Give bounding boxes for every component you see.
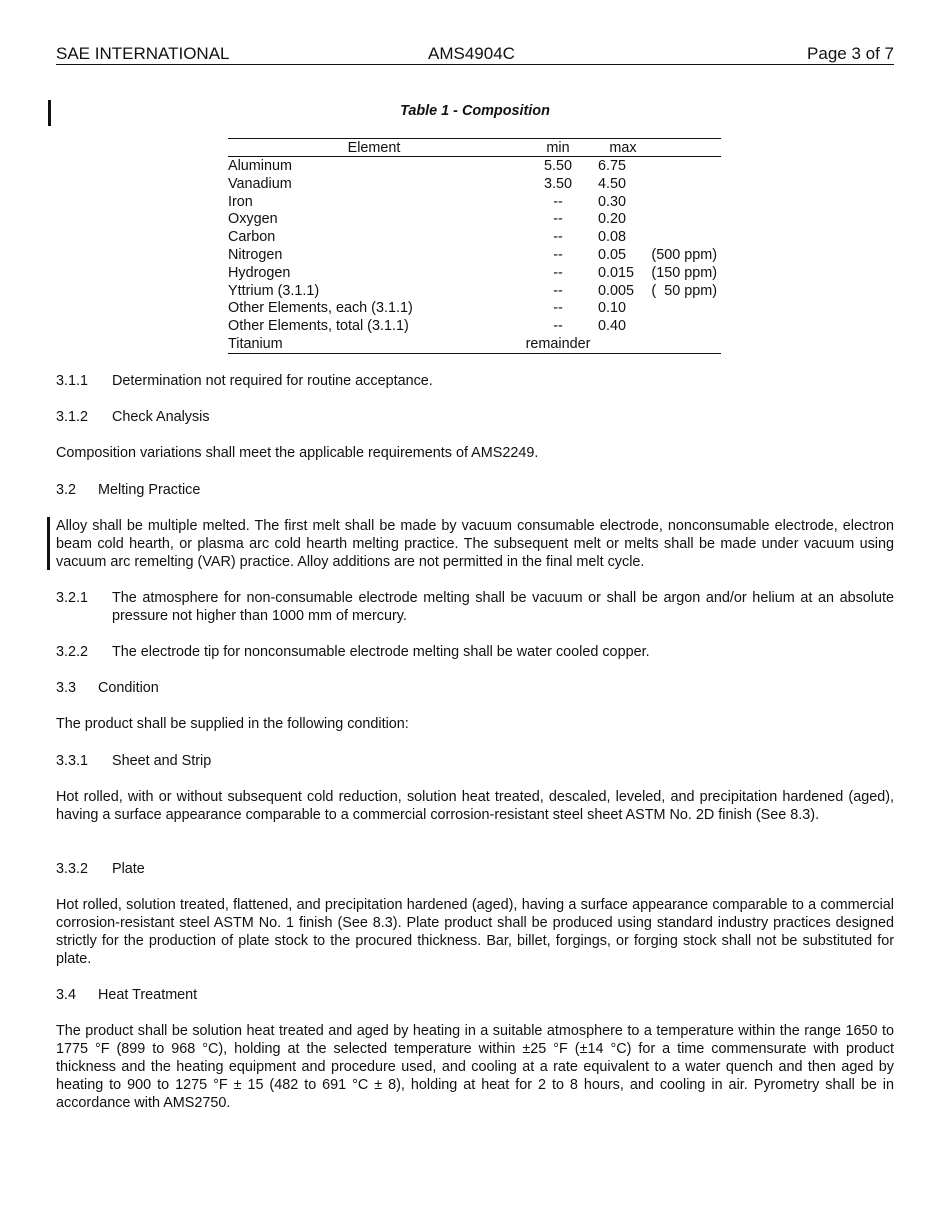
section-number: 3.2 — [56, 482, 77, 498]
cell-min: -- — [553, 211, 563, 228]
section-title: Plate — [112, 861, 145, 877]
section-text: Determination not required for routine acceptance. — [112, 373, 433, 389]
cell-element: Aluminum — [228, 158, 292, 174]
section-title: Heat Treatment — [98, 987, 198, 1003]
cell-ppm-note: (150 ppm) — [651, 264, 717, 281]
section-title: Condition — [98, 680, 159, 696]
header-document-id: AMS4904C — [428, 44, 515, 63]
section-3-1-1 — [56, 372, 433, 390]
section-3-3-body: The product shall be supplied in the following condition: — [56, 716, 409, 732]
cell-min: remainder — [525, 335, 591, 352]
cell-element: Carbon — [228, 229, 276, 246]
section-number: 3.3.1 — [56, 753, 89, 769]
table-row — [228, 282, 721, 300]
section-3-3-1-heading — [56, 752, 212, 770]
cell-max: 0.05 — [598, 246, 627, 263]
section-number: 3.3.2 — [56, 861, 89, 877]
cell-min: 5.50 — [543, 158, 572, 174]
cell-max: 0.10 — [598, 300, 627, 317]
cell-min: -- — [553, 282, 563, 299]
header-organization: SAE INTERNATIONAL — [56, 44, 230, 63]
cell-max: 0.20 — [598, 211, 627, 228]
cell-element: Titanium — [228, 335, 283, 352]
table-row — [228, 210, 721, 228]
revision-change-bar — [47, 517, 50, 570]
cell-max: 6.75 — [598, 158, 627, 174]
section-3-4-body: The product shall be solution heat treated and aged by heating in a suitable atmosphere to a temperature within the range 1650 to 1775 °F (899 to 968 °C), holding at the selected temperature within ±25 °F (±14 °C) for a time commensurate with product thickness and the heating equipment and procedure used, and cooling at a rate equivalent to a water quench and then aged by heating to 900 to 1275 °F ± 15 (482 to 691 °C ± 8), holding at heat for 2 to 8 hours, and cooling in air. Pyrometry shall be in accordance with AMS2750. — [56, 1023, 894, 1111]
cell-min: -- — [553, 246, 563, 263]
section-title: Sheet and Strip — [112, 753, 212, 769]
column-header-element: Element — [347, 140, 401, 156]
table-row — [228, 193, 721, 211]
section-number: 3.2.2 — [56, 644, 89, 660]
section-3-2-1 — [56, 589, 894, 625]
section-title: Check Analysis — [112, 409, 210, 425]
section-3-1-2-body: Composition variations shall meet the applicable requirements of AMS2249. — [56, 445, 539, 461]
cell-element: Other Elements, each (3.1.1) — [228, 300, 413, 317]
section-3-3-2-heading — [56, 860, 145, 878]
cell-min: -- — [553, 300, 563, 317]
cell-min: -- — [553, 264, 563, 281]
table-header-row — [228, 139, 721, 157]
section-3-2-heading — [56, 481, 201, 499]
section-3-3-heading — [56, 679, 159, 697]
table-row — [228, 228, 721, 246]
cell-element: Vanadium — [228, 175, 292, 192]
cell-max: 0.005 — [598, 282, 635, 299]
section-3-2-body: Alloy shall be multiple melted. The first melt shall be made by vacuum consumable electrode, nonconsumable electrode, electron beam cold hearth, or plasma arc cold hearth melting practice. The subsequent melt or melts shall be made under vacuum using vacuum arc remelting (VAR) practice. Alloy additions are not permitted in the final melt cycle. — [56, 518, 894, 570]
section-3-1-2-heading — [56, 408, 210, 426]
section-title: Melting Practice — [98, 482, 201, 498]
table-row — [228, 317, 721, 335]
table-row — [228, 175, 721, 193]
cell-element: Oxygen — [228, 211, 278, 228]
page-header — [56, 44, 894, 65]
cell-max: 0.40 — [598, 318, 627, 335]
table-row — [228, 299, 721, 317]
table-title: Table 1 - Composition — [400, 103, 550, 119]
composition-table — [228, 138, 721, 354]
section-number: 3.3 — [56, 680, 77, 696]
cell-max: 0.08 — [598, 229, 627, 246]
cell-element: Yttrium (3.1.1) — [228, 282, 320, 299]
cell-min: -- — [553, 193, 563, 210]
section-text: The electrode tip for nonconsumable electrode melting shall be water cooled copper. — [112, 644, 650, 660]
cell-min: 3.50 — [543, 175, 572, 192]
section-number: 3.4 — [56, 987, 77, 1003]
cell-max: 0.30 — [598, 193, 627, 210]
cell-element: Nitrogen — [228, 246, 283, 263]
cell-min: -- — [553, 318, 563, 335]
table-row — [228, 335, 721, 353]
revision-change-bar — [48, 100, 51, 126]
cell-element: Other Elements, total (3.1.1) — [228, 318, 409, 335]
cell-min: -- — [553, 229, 563, 246]
section-3-3-2-body: Hot rolled, solution treated, flattened, and precipitation hardened (aged), having a surface appearance comparable to a commercial corrosion-resistant steel ASTM No. 1 finish (See 8.3). Plate product shall be produced using standard industry practices designed strictly for the production of plate stock to the procured thickness. Bar, billet, forgings, or forging stock shall not be substituted for plate. — [56, 897, 894, 967]
cell-ppm-note: ( 50 ppm) — [651, 282, 717, 299]
cell-element: Iron — [228, 193, 253, 210]
cell-ppm-note: (500 ppm) — [651, 246, 717, 263]
section-number: 3.2.1 — [56, 590, 89, 606]
column-header-min: min — [546, 140, 570, 156]
cell-max: 4.50 — [598, 175, 627, 192]
header-page-number: Page 3 of 7 — [807, 44, 894, 63]
table-row — [228, 157, 721, 175]
cell-max: 0.015 — [598, 264, 635, 281]
column-header-max: max — [609, 140, 637, 156]
section-3-2-2 — [56, 643, 894, 661]
section-number: 3.1.2 — [56, 409, 89, 425]
section-3-3-1-body: Hot rolled, with or without subsequent cold reduction, solution heat treated, descaled, leveled, and precipitation hardened (aged), having a surface appearance comparable to a commercial corrosion-resistant steel sheet ASTM No. 2D finish (See 8.3). — [56, 789, 894, 823]
table-row — [228, 264, 721, 282]
cell-element: Hydrogen — [228, 264, 291, 281]
section-3-4-heading — [56, 986, 198, 1004]
table-row — [228, 246, 721, 264]
section-text: The atmosphere for non-consumable electrode melting shall be vacuum or shall be argon and/or helium at an absolute pressure not higher than 1000 mm of mercury. — [112, 590, 894, 624]
section-number: 3.1.1 — [56, 373, 89, 389]
